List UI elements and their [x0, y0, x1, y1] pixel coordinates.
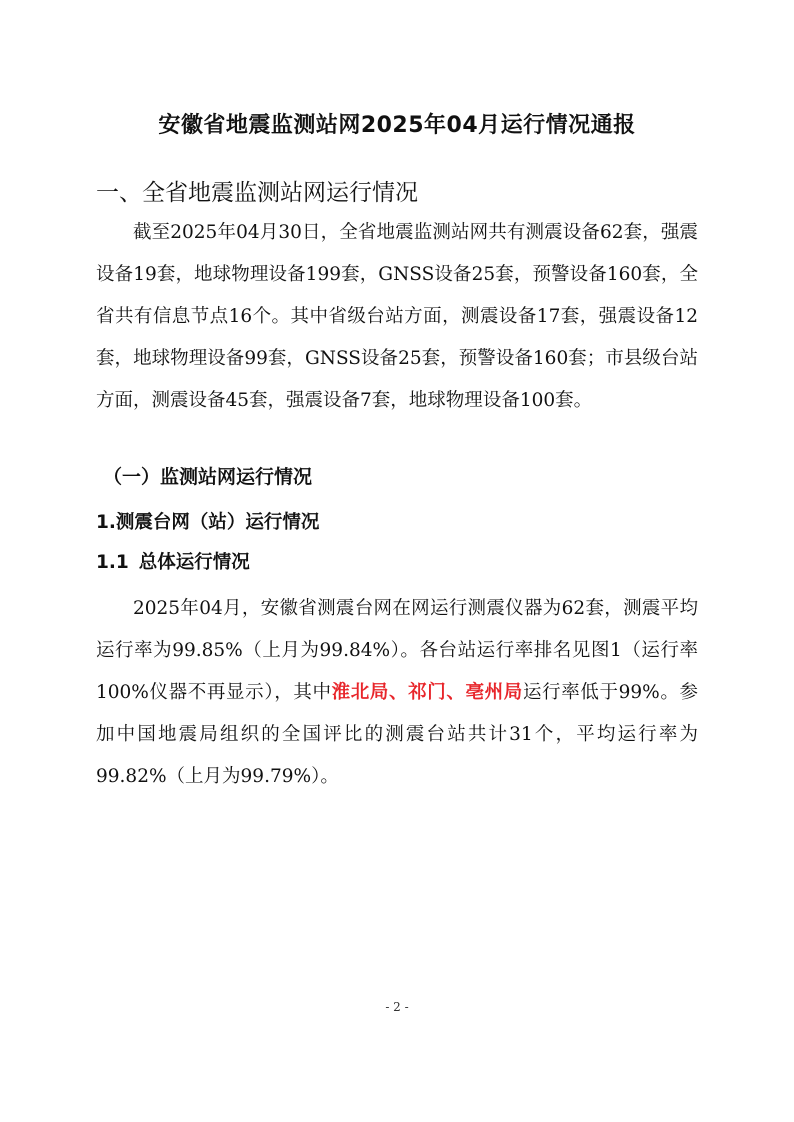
subsubsection-heading: 1.测震台网（站）运行情况 — [96, 512, 320, 533]
section-heading: 一、全省地震监测站网运行情况 — [96, 180, 418, 206]
operation-paragraph — [96, 588, 698, 798]
item-heading — [96, 548, 250, 574]
low-rate-stations-highlight: 淮北局、祁门、亳州局 — [331, 682, 523, 703]
subsection-heading: （一）监测站网运行情况 — [103, 466, 313, 488]
overview-paragraph: 截至2025年04月30日，全省地震监测站网共有测震设备62套，强震设备19套，地球物理设备199套，GNSS设备25套，预警设备160套，全省共有信息节点16个。其中省级台站方面，测震设备17套，强震设备12套，地球物理设备99套，GNSS设备25套，预警设备160套；市县级台站方面，测震设备45套，强震设备7套，地球物理设备100套。 — [96, 222, 698, 411]
item-heading-text: 总体运行情况 — [138, 552, 250, 573]
page-number: - 2 - — [385, 1000, 409, 1014]
operation-text-part1: 2025年04月，安徽省测震台网在网运行测震仪器为62套，测震平均运行率为99.85%（上月为99.84%）。各台站运行率排名见图1（运行率100%仪器不再显示），其中 — [96, 598, 698, 703]
document-title: 安徽省地震监测站网2025年04月运行情况通报 — [158, 113, 636, 138]
operation-text-part2: 运行率低于99%。参加中国地震局组织的全国评比的测震台站共计31个，平均运行率为99.82%（上月为99.79%）。 — [96, 682, 699, 787]
item-heading-number: 1.1 — [96, 552, 129, 573]
